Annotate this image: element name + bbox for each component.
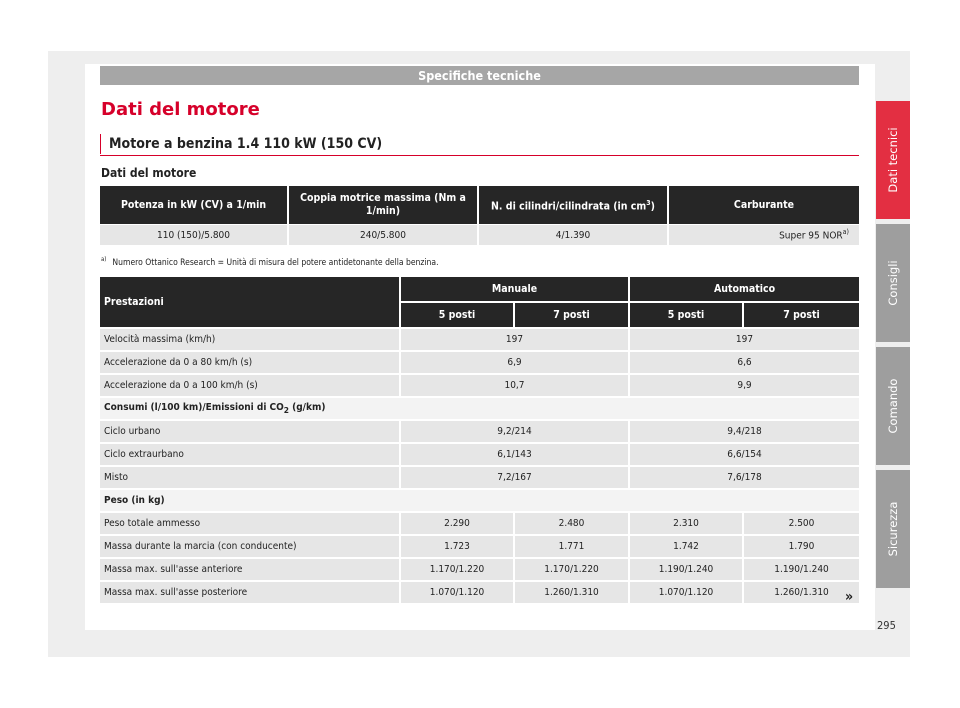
row-label: Misto <box>100 467 401 490</box>
title-divider <box>100 155 859 156</box>
table-cell: 1.771 <box>515 536 630 559</box>
page-number: 295 <box>877 619 896 632</box>
table-cell: 1.170/1.220 <box>515 559 630 582</box>
row-label: Ciclo extraurbano <box>100 444 401 467</box>
table-cell: 4/1.390 <box>479 224 669 245</box>
table-row <box>100 582 859 605</box>
row-label: Ciclo urbano <box>100 421 401 444</box>
weight-heading: Peso (in kg) <box>100 490 859 513</box>
engine-data-table <box>100 186 859 245</box>
column-header: Carburante <box>669 186 859 224</box>
continue-arrow-icon: » <box>845 589 854 605</box>
tab-comando[interactable]: Comando <box>876 347 910 465</box>
tab-consigli[interactable]: Consigli <box>876 224 910 342</box>
table-cell: 2.310 <box>630 513 744 536</box>
table-row <box>100 352 859 375</box>
row-label: Massa max. sull'asse posteriore <box>100 582 401 605</box>
tab-sicurezza[interactable]: Sicurezza <box>876 470 910 588</box>
table-cell: 1.742 <box>630 536 744 559</box>
footnote-text: Numero Ottanico Research = Unità di misura del potere antidetonante della benzina. <box>112 257 439 268</box>
table-row <box>100 421 859 444</box>
table-row <box>100 375 859 398</box>
column-header: 5 posti <box>401 303 515 329</box>
table-header-row <box>100 277 859 303</box>
row-label: Massa max. sull'asse anteriore <box>100 559 401 582</box>
column-header: 5 posti <box>630 303 744 329</box>
tab-dati-tecnici[interactable]: Dati tecnici <box>876 101 910 219</box>
table-cell: 6,9 <box>401 352 630 375</box>
column-header: 7 posti <box>744 303 859 329</box>
column-header: N. di cilindri/cilindrata (in $cm^3$) <box>479 186 669 224</box>
performance-table <box>100 277 859 605</box>
table-cell: 9,2/214 <box>401 421 630 444</box>
footnote-ref: a) <box>842 228 849 237</box>
table-row <box>100 536 859 559</box>
table-section-row <box>100 490 859 513</box>
table-row <box>100 444 859 467</box>
engine-title: Motore a benzina 1.4 110 kW (150 CV) <box>100 134 382 154</box>
table-cell: 1.260/1.310 <box>515 582 630 605</box>
table-cell: 6,6/154 <box>630 444 859 467</box>
table-cell: 9,4/218 <box>630 421 859 444</box>
table-cell: 7,6/178 <box>630 467 859 490</box>
table-cell: 1.260/1.310 <box>744 582 859 605</box>
column-header: 7 posti <box>515 303 630 329</box>
column-header: Prestazioni <box>100 277 401 329</box>
table-row <box>100 329 859 352</box>
table-cell: 2.290 <box>401 513 515 536</box>
table-cell: 2.480 <box>515 513 630 536</box>
table-cell: 1.723 <box>401 536 515 559</box>
footnote-marker: a) <box>101 256 107 263</box>
table-cell: 1.190/1.240 <box>630 559 744 582</box>
section-title: Dati del motore <box>101 99 260 120</box>
column-header: Potenza in kW (CV) a 1/min <box>100 186 289 224</box>
table-row <box>100 224 859 245</box>
row-label: Accelerazione da 0 a 100 km/h (s) <box>100 375 401 398</box>
subsection-title: Dati del motore <box>101 166 197 180</box>
table-row <box>100 559 859 582</box>
table-cell: 7,2/167 <box>401 467 630 490</box>
row-label: Velocità massima (km/h) <box>100 329 401 352</box>
row-label: Massa durante la marcia (con conducente) <box>100 536 401 559</box>
table-cell: 9,9 <box>630 375 859 398</box>
footnote <box>101 256 439 268</box>
table-row <box>100 467 859 490</box>
table-cell: 2.500 <box>744 513 859 536</box>
consumption-heading: Consumi (l/100 km)/Emissioni di $CO_2$ (g/km) <box>100 398 859 421</box>
table-cell: Super 95 NOR$^{a)}$ <box>669 224 859 245</box>
table-cell: 1.190/1.240 <box>744 559 859 582</box>
table-header-row <box>100 186 859 224</box>
table-cell: 240/5.800 <box>289 224 479 245</box>
table-cell: 1.170/1.220 <box>401 559 515 582</box>
table-cell: 6,6 <box>630 352 859 375</box>
table-section-row <box>100 398 859 421</box>
row-label: Accelerazione da 0 a 80 km/h (s) <box>100 352 401 375</box>
table-cell: 1.070/1.120 <box>401 582 515 605</box>
chapter-header: Specifiche tecniche <box>100 66 859 85</box>
column-header: Coppia motrice massima (Nm a 1/min) <box>289 186 479 224</box>
table-cell: 1.790 <box>744 536 859 559</box>
column-group-header: Manuale <box>401 277 630 303</box>
column-group-header: Automatico <box>630 277 859 303</box>
row-label: Peso totale ammesso <box>100 513 401 536</box>
table-row <box>100 513 859 536</box>
table-cell: 197 <box>401 329 630 352</box>
table-cell: 197 <box>630 329 859 352</box>
table-cell: 6,1/143 <box>401 444 630 467</box>
table-cell: 10,7 <box>401 375 630 398</box>
table-cell: 110 (150)/5.800 <box>100 224 289 245</box>
table-cell: 1.070/1.120 <box>630 582 744 605</box>
